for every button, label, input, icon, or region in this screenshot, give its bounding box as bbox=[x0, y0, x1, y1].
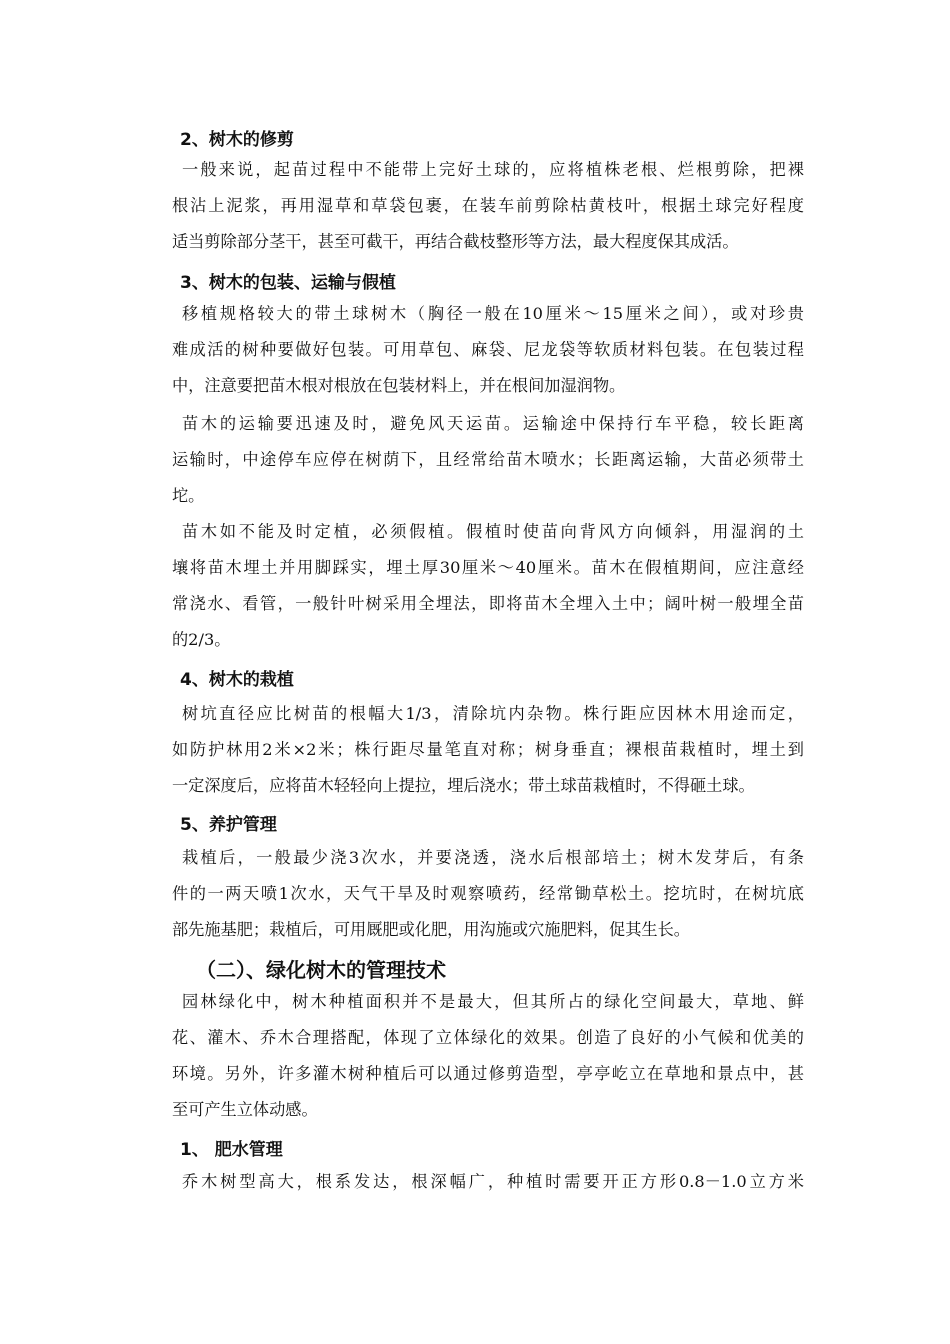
paragraph-line: 一般来说，起苗过程中不能带上完好土球的，应将植株老根、烂根剪除，把裸 bbox=[182, 160, 804, 179]
paragraph-line: 园林绿化中，树木种植面积并不是最大，但其所占的绿化空间最大，草地、鲜 bbox=[182, 992, 804, 1011]
paragraph bbox=[172, 296, 804, 404]
section-heading: 4、树木的栽植 bbox=[180, 670, 294, 690]
paragraph bbox=[172, 1164, 804, 1200]
paragraph-line: 部先施基肥；栽植后，可用厩肥或化肥，用沟施或穴施肥料，促其生长。 bbox=[172, 920, 690, 939]
paragraph-line: 常浇水、看管，一般针叶树采用全埋法，即将苗木全埋入土中；阔叶树一般埋全苗 bbox=[172, 594, 804, 613]
section-heading: 3、树木的包装、运输与假植 bbox=[180, 273, 396, 293]
paragraph-line: 如防护林用2米×2米；株行距尽量笔直对称；树身垂直；裸根苗栽植时，埋土到 bbox=[172, 740, 804, 759]
section-heading: 5、养护管理 bbox=[180, 815, 277, 835]
paragraph-line: 难成活的树种要做好包装。可用草包、麻袋、尼龙袋等软质材料包装。在包装过程 bbox=[172, 340, 804, 359]
paragraph-line: 树坑直径应比树苗的根幅大1/3，清除坑内杂物。株行距应因林木用途而定， bbox=[182, 704, 804, 723]
paragraph-line: 花、灌木、乔木合理搭配，体现了立体绿化的效果。创造了良好的小气候和优美的 bbox=[172, 1028, 804, 1047]
paragraph bbox=[172, 514, 804, 658]
paragraph-line: 苗木的运输要迅速及时，避免风天运苗。运输途中保持行车平稳，较长距离 bbox=[182, 414, 804, 433]
paragraph bbox=[172, 406, 804, 514]
paragraph-line: 的2/3。 bbox=[172, 630, 231, 649]
paragraph-line: 乔木树型高大，根系发达，根深幅广，种植时需要开正方形0.8－1.0立方米 bbox=[182, 1172, 804, 1191]
paragraph-line: 中，注意要把苗木根对根放在包装材料上，并在根间加湿润物。 bbox=[172, 376, 626, 395]
paragraph-line: 至可产生立体动感。 bbox=[172, 1100, 318, 1119]
paragraph-line: 坨。 bbox=[172, 486, 205, 505]
paragraph bbox=[172, 152, 804, 260]
paragraph-line: 环境。另外，许多灌木树种植后可以通过修剪造型，亭亭屹立在草地和景点中，甚 bbox=[172, 1064, 804, 1083]
paragraph-line: 苗木如不能及时定植，必须假植。假植时使苗向背风方向倾斜，用湿润的土 bbox=[182, 522, 804, 541]
paragraph-line: 一定深度后，应将苗木轻轻向上提拉，埋后浇水；带土球苗栽植时，不得砸土球。 bbox=[172, 776, 755, 795]
paragraph bbox=[172, 696, 804, 804]
paragraph-line: 适当剪除部分茎干，甚至可截干，再结合截枝整形等方法，最大程度保其成活。 bbox=[172, 232, 739, 251]
paragraph-line: 运输时，中途停车应停在树荫下，且经常给苗木喷水；长距离运输，大苗必须带土 bbox=[172, 450, 804, 469]
paragraph bbox=[172, 984, 804, 1128]
paragraph-line: 根沾上泥浆，再用湿草和草袋包裹，在装车前剪除枯黄枝叶，根据土球完好程度 bbox=[172, 196, 804, 215]
subsection-heading: 1、 肥水管理 bbox=[180, 1140, 283, 1160]
paragraph-line: 栽植后，一般最少浇3次水，并要浇透，浇水后根部培土；树木发芽后，有条 bbox=[182, 848, 804, 867]
paragraph-line: 件的一两天喷1次水，天气干旱及时观察喷药，经常锄草松土。挖坑时，在树坑底 bbox=[172, 884, 804, 903]
paragraph bbox=[172, 840, 804, 948]
paragraph-line: 移植规格较大的带土球树木（胸径一般在10厘米～15厘米之间），或对珍贵 bbox=[182, 304, 804, 323]
part-heading: （二）、绿化树木的管理技术 bbox=[196, 958, 446, 982]
section-heading: 2、树木的修剪 bbox=[180, 130, 294, 150]
paragraph-line: 壤将苗木埋土并用脚踩实，埋土厚30厘米～40厘米。苗木在假植期间，应注意经 bbox=[172, 558, 804, 577]
